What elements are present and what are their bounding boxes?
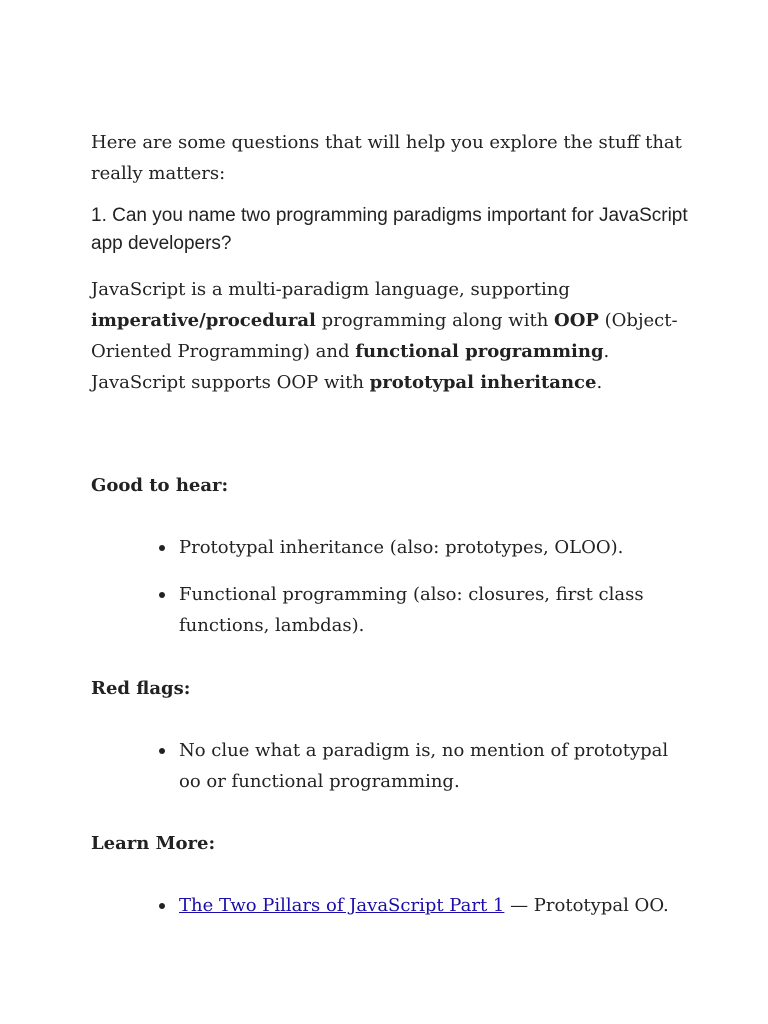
link-suffix-text: — Prototypal OO. <box>504 895 669 916</box>
bullet-icon <box>159 903 165 909</box>
answer-text: (Object-Oriented Programming) and <box>91 310 678 362</box>
answer-paragraph <box>91 274 691 398</box>
learn-more-list <box>179 890 689 921</box>
list-item-text: No clue what a paradigm is, no mention of prototypal oo or functional programming. <box>179 740 669 792</box>
good-to-hear-list <box>179 532 689 641</box>
article-content <box>91 127 691 916</box>
two-pillars-link[interactable]: The Two Pillars of JavaScript Part 1 <box>179 895 505 916</box>
learn-more-label: Learn More: <box>91 833 216 854</box>
answer-text: . JavaScript supports OOP with <box>91 341 610 393</box>
list-item-text: Functional programming (also: closures, first class functions, lambdas). <box>179 584 644 636</box>
list-item <box>179 890 689 921</box>
answer-text: . <box>596 372 603 393</box>
bullet-icon <box>159 592 165 598</box>
answer-bold-term: prototypal inheritance <box>369 372 597 393</box>
good-to-hear-label: Good to hear: <box>91 475 229 496</box>
answer-bold-term: functional programming <box>355 341 604 362</box>
bullet-icon <box>159 545 165 551</box>
red-flags-list <box>179 735 689 797</box>
list-item <box>179 735 689 797</box>
answer-bold-term: imperative/procedural <box>91 310 316 331</box>
bullet-icon <box>159 748 165 754</box>
answer-text: JavaScript is a multi-paradigm language, supporting <box>91 279 570 300</box>
question-heading: 1. Can you name two programming paradigms important for JavaScript app developers? <box>91 205 688 254</box>
answer-text: programming along with <box>315 310 555 331</box>
list-item <box>179 532 689 563</box>
list-item <box>179 579 689 641</box>
intro-paragraph: Here are some questions that will help you explore the stuff that really matters: <box>91 132 682 184</box>
red-flags-label: Red flags: <box>91 678 191 699</box>
answer-bold-term: OOP <box>554 310 599 331</box>
list-item-text: Prototypal inheritance (also: prototypes, OLOO). <box>179 537 624 558</box>
